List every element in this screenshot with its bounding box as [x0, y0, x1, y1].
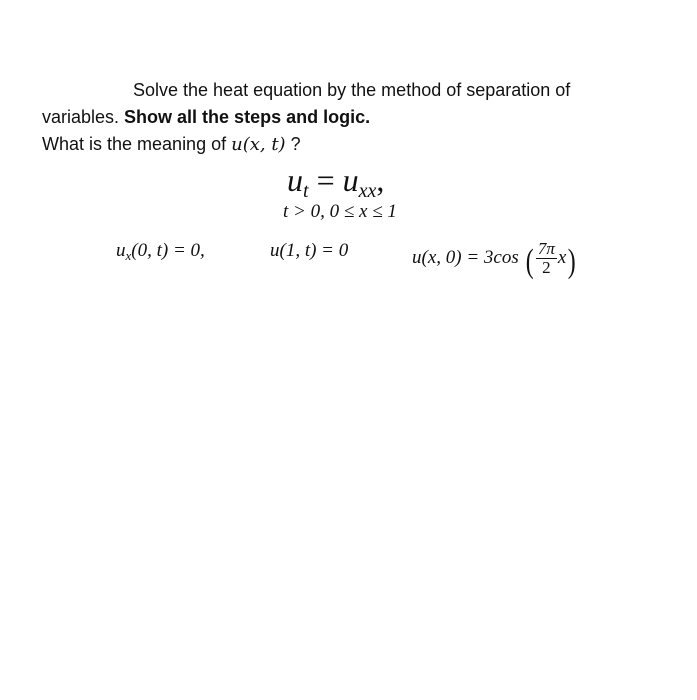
problem-line-2-bold: Show all the steps and logic.	[124, 107, 371, 127]
problem-line-2-plain: variables.	[42, 107, 125, 127]
problem-line-3	[42, 131, 301, 158]
domain-text: t > 0, 0 ≤ x ≤ 1	[283, 201, 397, 222]
ic-fraction-denominator: 2	[542, 258, 551, 277]
problem-line-1-text: Solve the heat equation by the method of separation of	[133, 80, 571, 100]
pde-rhs-sub: xx	[358, 180, 377, 202]
ic-x: x	[557, 246, 567, 268]
problem-line-3-math: u(x, t)	[231, 134, 286, 155]
bc1-rest: (0, t) = 0,	[131, 240, 205, 261]
ic-close-paren: )	[567, 242, 576, 280]
ic-fraction	[536, 240, 557, 277]
bc1-var: u	[116, 240, 126, 261]
initial-condition	[412, 240, 578, 281]
bc2-text: u(1, t) = 0	[270, 240, 349, 261]
ic-fraction-numerator: 7π	[537, 239, 555, 258]
boundary-condition-right	[270, 240, 348, 262]
problem-line-1	[133, 77, 570, 103]
domain-condition	[283, 201, 397, 223]
pde-lhs-var: u	[287, 162, 303, 198]
problem-line-2	[42, 104, 370, 130]
bc1-sub: x	[125, 248, 132, 263]
boundary-condition-left	[116, 240, 205, 264]
problem-line-3-end: ?	[285, 134, 301, 154]
problem-line-3-text: What is the meaning of	[42, 134, 232, 154]
pde-lhs-sub: t	[303, 180, 309, 202]
heat-equation	[287, 162, 384, 203]
pde-comma: ,	[376, 162, 385, 198]
pde-rhs-var: u	[342, 162, 359, 198]
ic-open-paren: (	[525, 242, 534, 280]
pde-equals: =	[308, 162, 343, 198]
ic-lhs: u(x, 0) = 3cos	[412, 246, 524, 268]
